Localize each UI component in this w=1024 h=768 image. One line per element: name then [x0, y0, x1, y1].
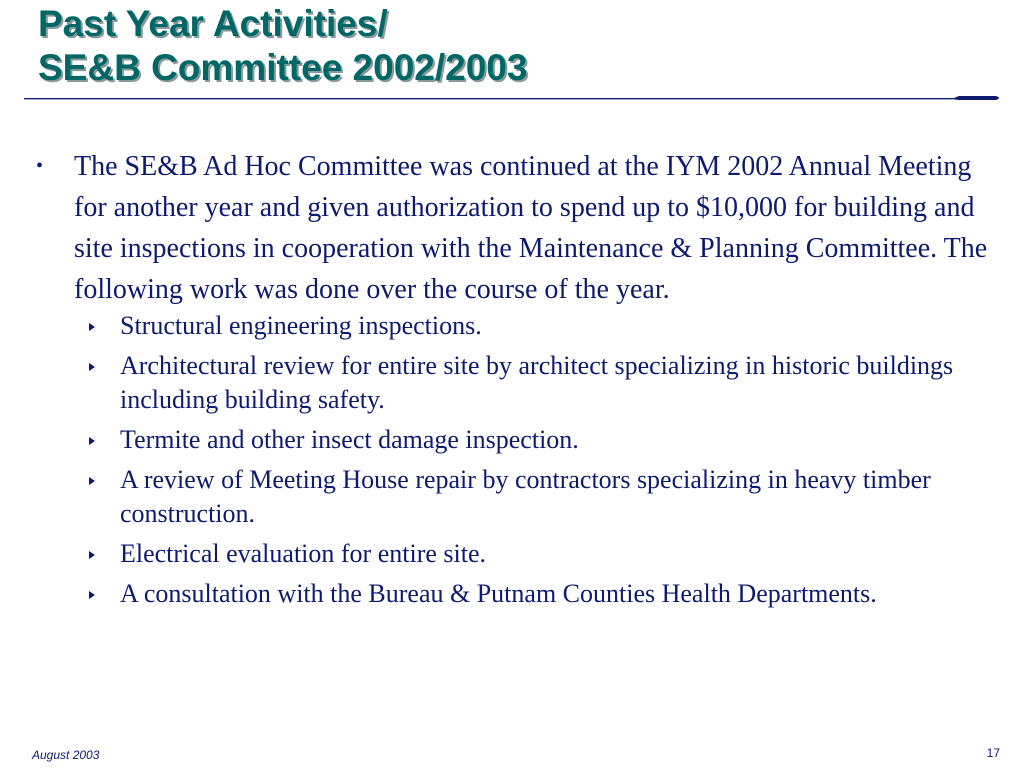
page-number: 17	[986, 746, 1000, 760]
sub-bullet-text: Structural engineering inspections.	[120, 311, 482, 340]
slide-title	[38, 2, 527, 90]
slide-body	[32, 146, 1002, 611]
title-underline-path	[24, 96, 999, 100]
main-bullet	[32, 146, 1002, 310]
triangle-bullet-icon	[89, 437, 95, 445]
triangle-bullet-icon	[89, 477, 95, 485]
footer-date: August 2003	[32, 748, 100, 762]
triangle-bullet-icon	[89, 363, 95, 371]
sub-bullet-item	[32, 577, 986, 611]
main-bullet-text: The SE&B Ad Hoc Committee was continued at the IYM 2002 Annual Meeting for another year and given authorization to spend up to $10,000 for building and site inspections in cooperation with the Maintenance & Planning Committee. The following work was done over the course of the year.	[74, 151, 988, 305]
sub-bullet-text: A review of Meeting House repair by contractors specializing in heavy timber construction.	[120, 465, 931, 528]
triangle-bullet-icon	[89, 551, 95, 559]
sub-bullet-text: Architectural review for entire site by architect specializing in historic buildings including building safety.	[120, 351, 954, 414]
title-underline-rule	[24, 96, 1002, 102]
sub-bullet-item	[32, 423, 986, 457]
triangle-bullet-icon	[89, 591, 95, 599]
bullet-dot-icon: •	[36, 155, 44, 177]
sub-bullet-list	[32, 309, 1002, 611]
sub-bullet-item	[32, 463, 986, 531]
sub-bullet-text: A consultation with the Bureau & Putnam Counties Health Departments.	[120, 579, 877, 608]
sub-bullet-item	[32, 309, 986, 343]
sub-bullet-item	[32, 537, 986, 571]
sub-bullet-text: Electrical evaluation for entire site.	[120, 539, 486, 568]
sub-bullet-item	[32, 349, 986, 417]
sub-bullet-text: Termite and other insect damage inspection.	[120, 425, 579, 454]
title-line-2: SE&B Committee 2002/2003	[38, 47, 528, 88]
triangle-bullet-icon	[89, 323, 95, 331]
title-line-1: Past Year Activities/	[38, 3, 388, 44]
